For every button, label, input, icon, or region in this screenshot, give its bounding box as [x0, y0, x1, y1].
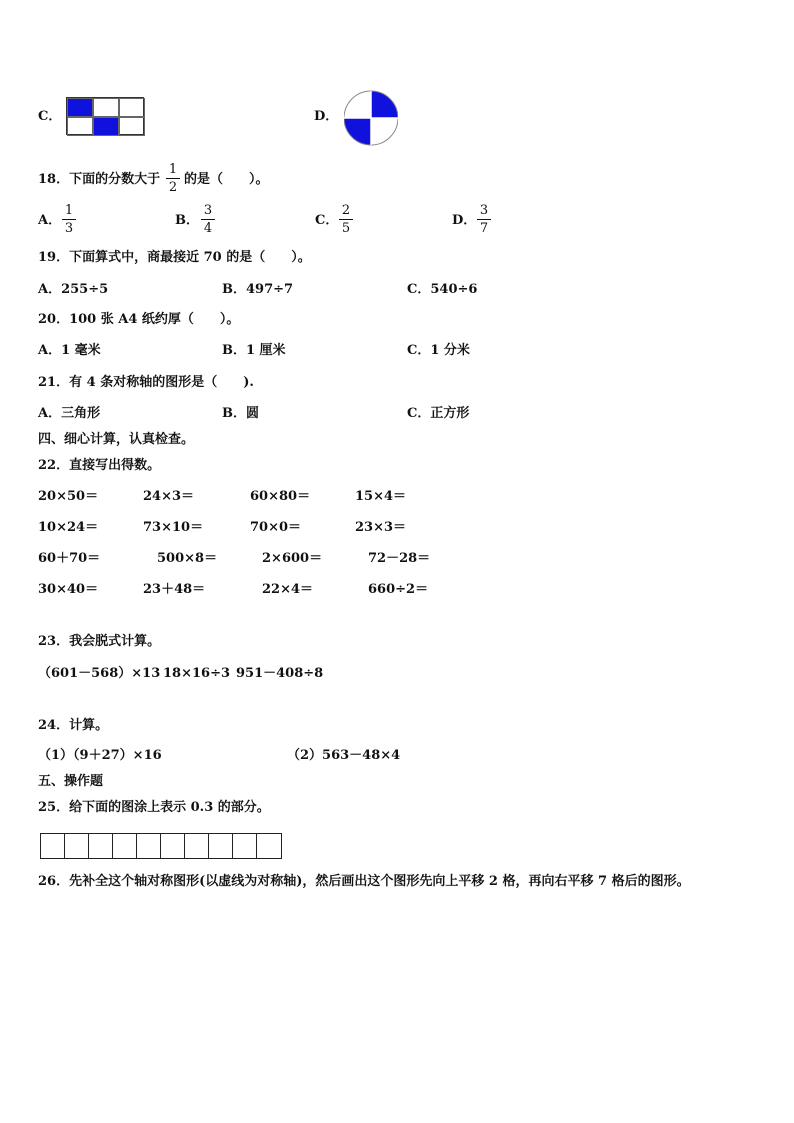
q18-prefix: 18．下面的分数大于 — [38, 172, 161, 187]
q22-item: 73×10＝ — [143, 520, 204, 535]
q22-item: 24×3＝ — [143, 489, 195, 504]
strip-cell[interactable] — [209, 834, 233, 858]
section-4-heading: 四、细心计算，认真检查。 — [38, 432, 195, 447]
q22-item: 660÷2＝ — [368, 582, 429, 597]
q18-option-b-fraction — [201, 203, 215, 236]
q21-option-c: C．正方形 — [407, 406, 470, 421]
strip-cell[interactable] — [89, 834, 113, 858]
strip-cell[interactable] — [185, 834, 209, 858]
q22-item: 60×80＝ — [250, 489, 311, 504]
q18-fraction-denominator: 2 — [168, 180, 178, 195]
q26-question: 26．先补全这个轴对称图形(以虚线为对称轴)，然后画出这个图形先向上平移 2 格，再向右平移 7 格后的图形。 — [38, 874, 690, 889]
q24-question: 24．计算。 — [38, 718, 109, 733]
strip-cell[interactable] — [65, 834, 89, 858]
numerator: 3 — [479, 203, 489, 218]
numerator: 3 — [203, 203, 213, 218]
q20-question: 20．100 张 A4 纸约厚（ ）。 — [38, 312, 240, 327]
q21-option-b: B．圆 — [222, 406, 259, 421]
q20-option-b: B．1 厘米 — [222, 343, 286, 358]
strip-cell[interactable] — [137, 834, 161, 858]
strip-cell[interactable] — [257, 834, 281, 858]
section-5-heading: 五、操作题 — [38, 774, 104, 789]
q22-item: 70×0＝ — [250, 520, 302, 535]
q19-option-b: B．497÷7 — [222, 282, 294, 297]
q18-suffix: 的是（ ）。 — [184, 172, 269, 187]
q23-item: （601－568）×13 — [38, 666, 161, 681]
grid-cell — [93, 117, 119, 136]
q22-item: 23×3＝ — [355, 520, 407, 535]
q22-item: 23＋48＝ — [143, 582, 206, 597]
option-c-label: C． — [38, 109, 62, 124]
strip-cell[interactable] — [233, 834, 257, 858]
grid-cell — [119, 117, 145, 136]
denominator: 7 — [479, 221, 489, 236]
q22-item: 72－28＝ — [368, 551, 431, 566]
q18-fraction — [166, 162, 180, 195]
q21-option-a: A．三角形 — [38, 406, 101, 421]
strip-cell[interactable] — [113, 834, 137, 858]
grid-cell — [67, 98, 93, 117]
q18-option-d-label: D． — [452, 213, 477, 228]
q18-option-a-label: A． — [38, 213, 62, 228]
q22-item: 2×600＝ — [262, 551, 323, 566]
numerator: 2 — [341, 203, 351, 218]
q19-question: 19．下面算式中，商最接近 70 的是（ ）。 — [38, 250, 311, 265]
grid-cell — [93, 98, 119, 117]
q19-option-c: C．540÷6 — [407, 282, 478, 297]
q24-item: （1）（9＋27）×16 — [38, 748, 162, 763]
q20-option-c: C．1 分米 — [407, 343, 470, 358]
q22-item: 30×40＝ — [38, 582, 99, 597]
denominator: 5 — [341, 221, 351, 236]
option-d-label: D． — [314, 109, 339, 124]
q18-option-d-fraction — [477, 203, 491, 236]
q19-option-a: A．255÷5 — [38, 282, 109, 297]
q18-option-a-fraction — [62, 203, 76, 236]
denominator: 4 — [203, 221, 213, 236]
q23-item: 951－408÷8 — [236, 666, 324, 681]
q25-question: 25．给下面的图涂上表示 0.3 的部分。 — [38, 800, 270, 815]
numerator: 1 — [64, 203, 74, 218]
q22-item: 15×4＝ — [355, 489, 407, 504]
q23-item: 18×16÷3 — [163, 666, 231, 681]
q20-option-a: A．1 毫米 — [38, 343, 101, 358]
q22-item: 60＋70＝ — [38, 551, 101, 566]
q21-question: 21．有 4 条对称轴的图形是（ ). — [38, 375, 254, 390]
q18-fraction-numerator: 1 — [168, 162, 178, 177]
strip-cell[interactable] — [41, 834, 65, 858]
q24-item: （2）563－48×4 — [287, 748, 401, 763]
option-c-grid-figure — [66, 97, 144, 135]
strip-cell[interactable] — [161, 834, 185, 858]
q22-item: 500×8＝ — [157, 551, 218, 566]
q22-item: 10×24＝ — [38, 520, 99, 535]
q18-option-c-fraction — [339, 203, 353, 236]
denominator: 3 — [64, 221, 74, 236]
q22-question: 22．直接写出得数。 — [38, 458, 161, 473]
q22-item: 20×50＝ — [38, 489, 99, 504]
option-d-circle-figure — [344, 88, 398, 148]
q25-ten-cell-strip — [40, 833, 282, 859]
q22-item: 22×4＝ — [262, 582, 314, 597]
q23-question: 23．我会脱式计算。 — [38, 634, 161, 649]
q18-option-c-label: C． — [315, 213, 339, 228]
q18-option-b-label: B． — [175, 213, 199, 228]
grid-cell — [67, 117, 93, 136]
grid-cell — [119, 98, 145, 117]
